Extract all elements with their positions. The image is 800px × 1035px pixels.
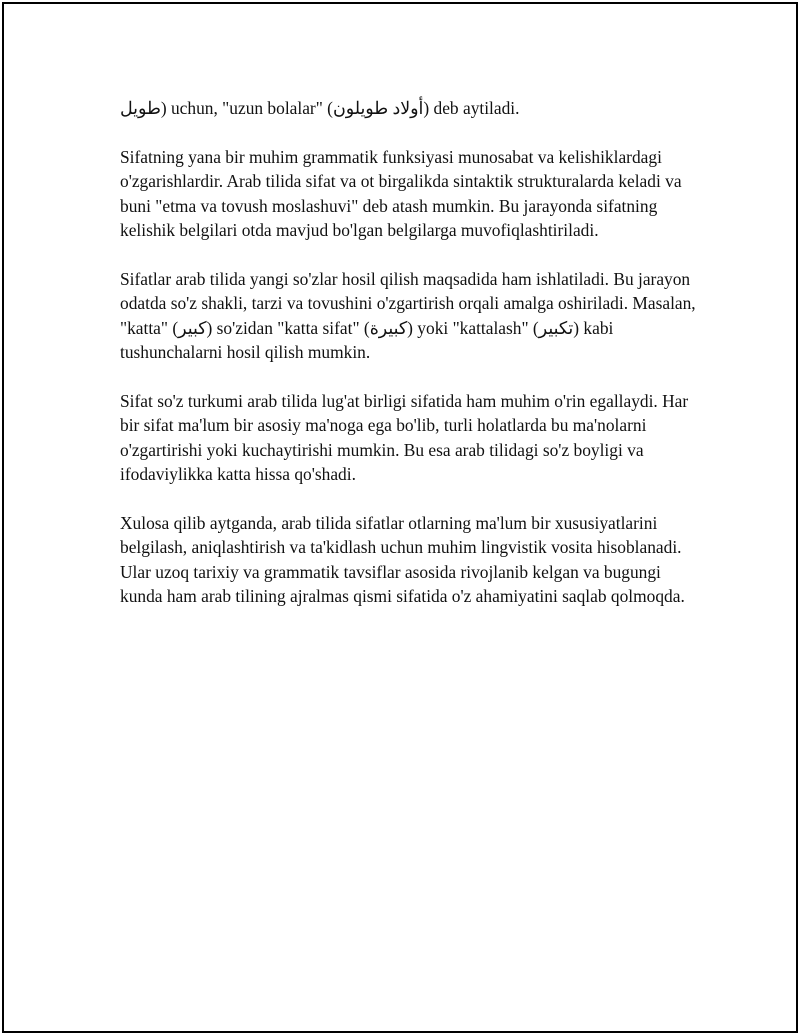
- paragraph: [120, 96, 700, 120]
- text-segment: ) kabi tushunchalarni hosil qilish mumkin.: [120, 317, 614, 363]
- arabic-term: طويل: [120, 98, 161, 118]
- arabic-term: أولاد طويلون: [332, 98, 424, 118]
- text-segment: Xulosa qilib aytganda, arab tilida sifatlar otlarning ma'lum bir xususiyatlarini belgilash, aniqlashtirish va ta'kidlash uchun muhim lingvistik vosita hisoblanadi. Ular uzoq tarixiy va grammatik tavsiflar asosida rivojlanib kelgan va bugungi kunda ham arab tilining ajralmas qismi sifatida o'z ahamiyatini saqlab qolmoqda.: [120, 512, 685, 607]
- paragraph: [120, 145, 700, 243]
- arabic-term: تكبير: [538, 317, 574, 338]
- document-page: [2, 2, 798, 1033]
- text-segment: Sifatlar arab tilida yangi so'zlar hosil qilish maqsadida ham ishlatiladi. Bu jarayon odatda so'z shakli, tarzi va tovushini o'zgartirish orqali amalga oshiriladi. Masalan, "katta" (: [120, 268, 696, 338]
- arabic-term: كبير: [178, 317, 207, 338]
- text-segment: ) deb aytiladi.: [423, 98, 520, 118]
- paragraph: [120, 267, 700, 365]
- paragraph: [120, 389, 700, 487]
- text-segment: ) so'zidan "katta sifat" (: [206, 317, 370, 338]
- text-segment: ) yoki "kattalash" (: [407, 317, 539, 338]
- text-segment: Sifatning yana bir muhim grammatik funksiyasi munosabat va kelishiklardagi o'zgarishlardir. Arab tilida sifat va ot birgalikda sintaktik strukturalarda keladi va buni "etma va tovush moslashuvi" deb atash mumkin. Bu jarayonda sifatning kelishik belgilari otda mavjud bo'lgan belgilarga muvofiqlashtiriladi.: [120, 146, 682, 241]
- document-body: [120, 96, 700, 633]
- arabic-term: كبيرة: [369, 317, 408, 338]
- text-segment: ) uchun, "uzun bolalar" (: [160, 98, 333, 118]
- paragraph: [120, 511, 700, 609]
- text-segment: Sifat so'z turkumi arab tilida lug'at birligi sifatida ham muhim o'rin egallaydi. Har bir sifat ma'lum bir asosiy ma'noga ega bo'lib, turli holatlarda bu ma'nolarni o'zgartirishi yoki kuchaytirishi mumkin. Bu esa arab tilidagi so'z boyligi va ifodaviylikka katta hissa qo'shadi.: [120, 390, 689, 485]
